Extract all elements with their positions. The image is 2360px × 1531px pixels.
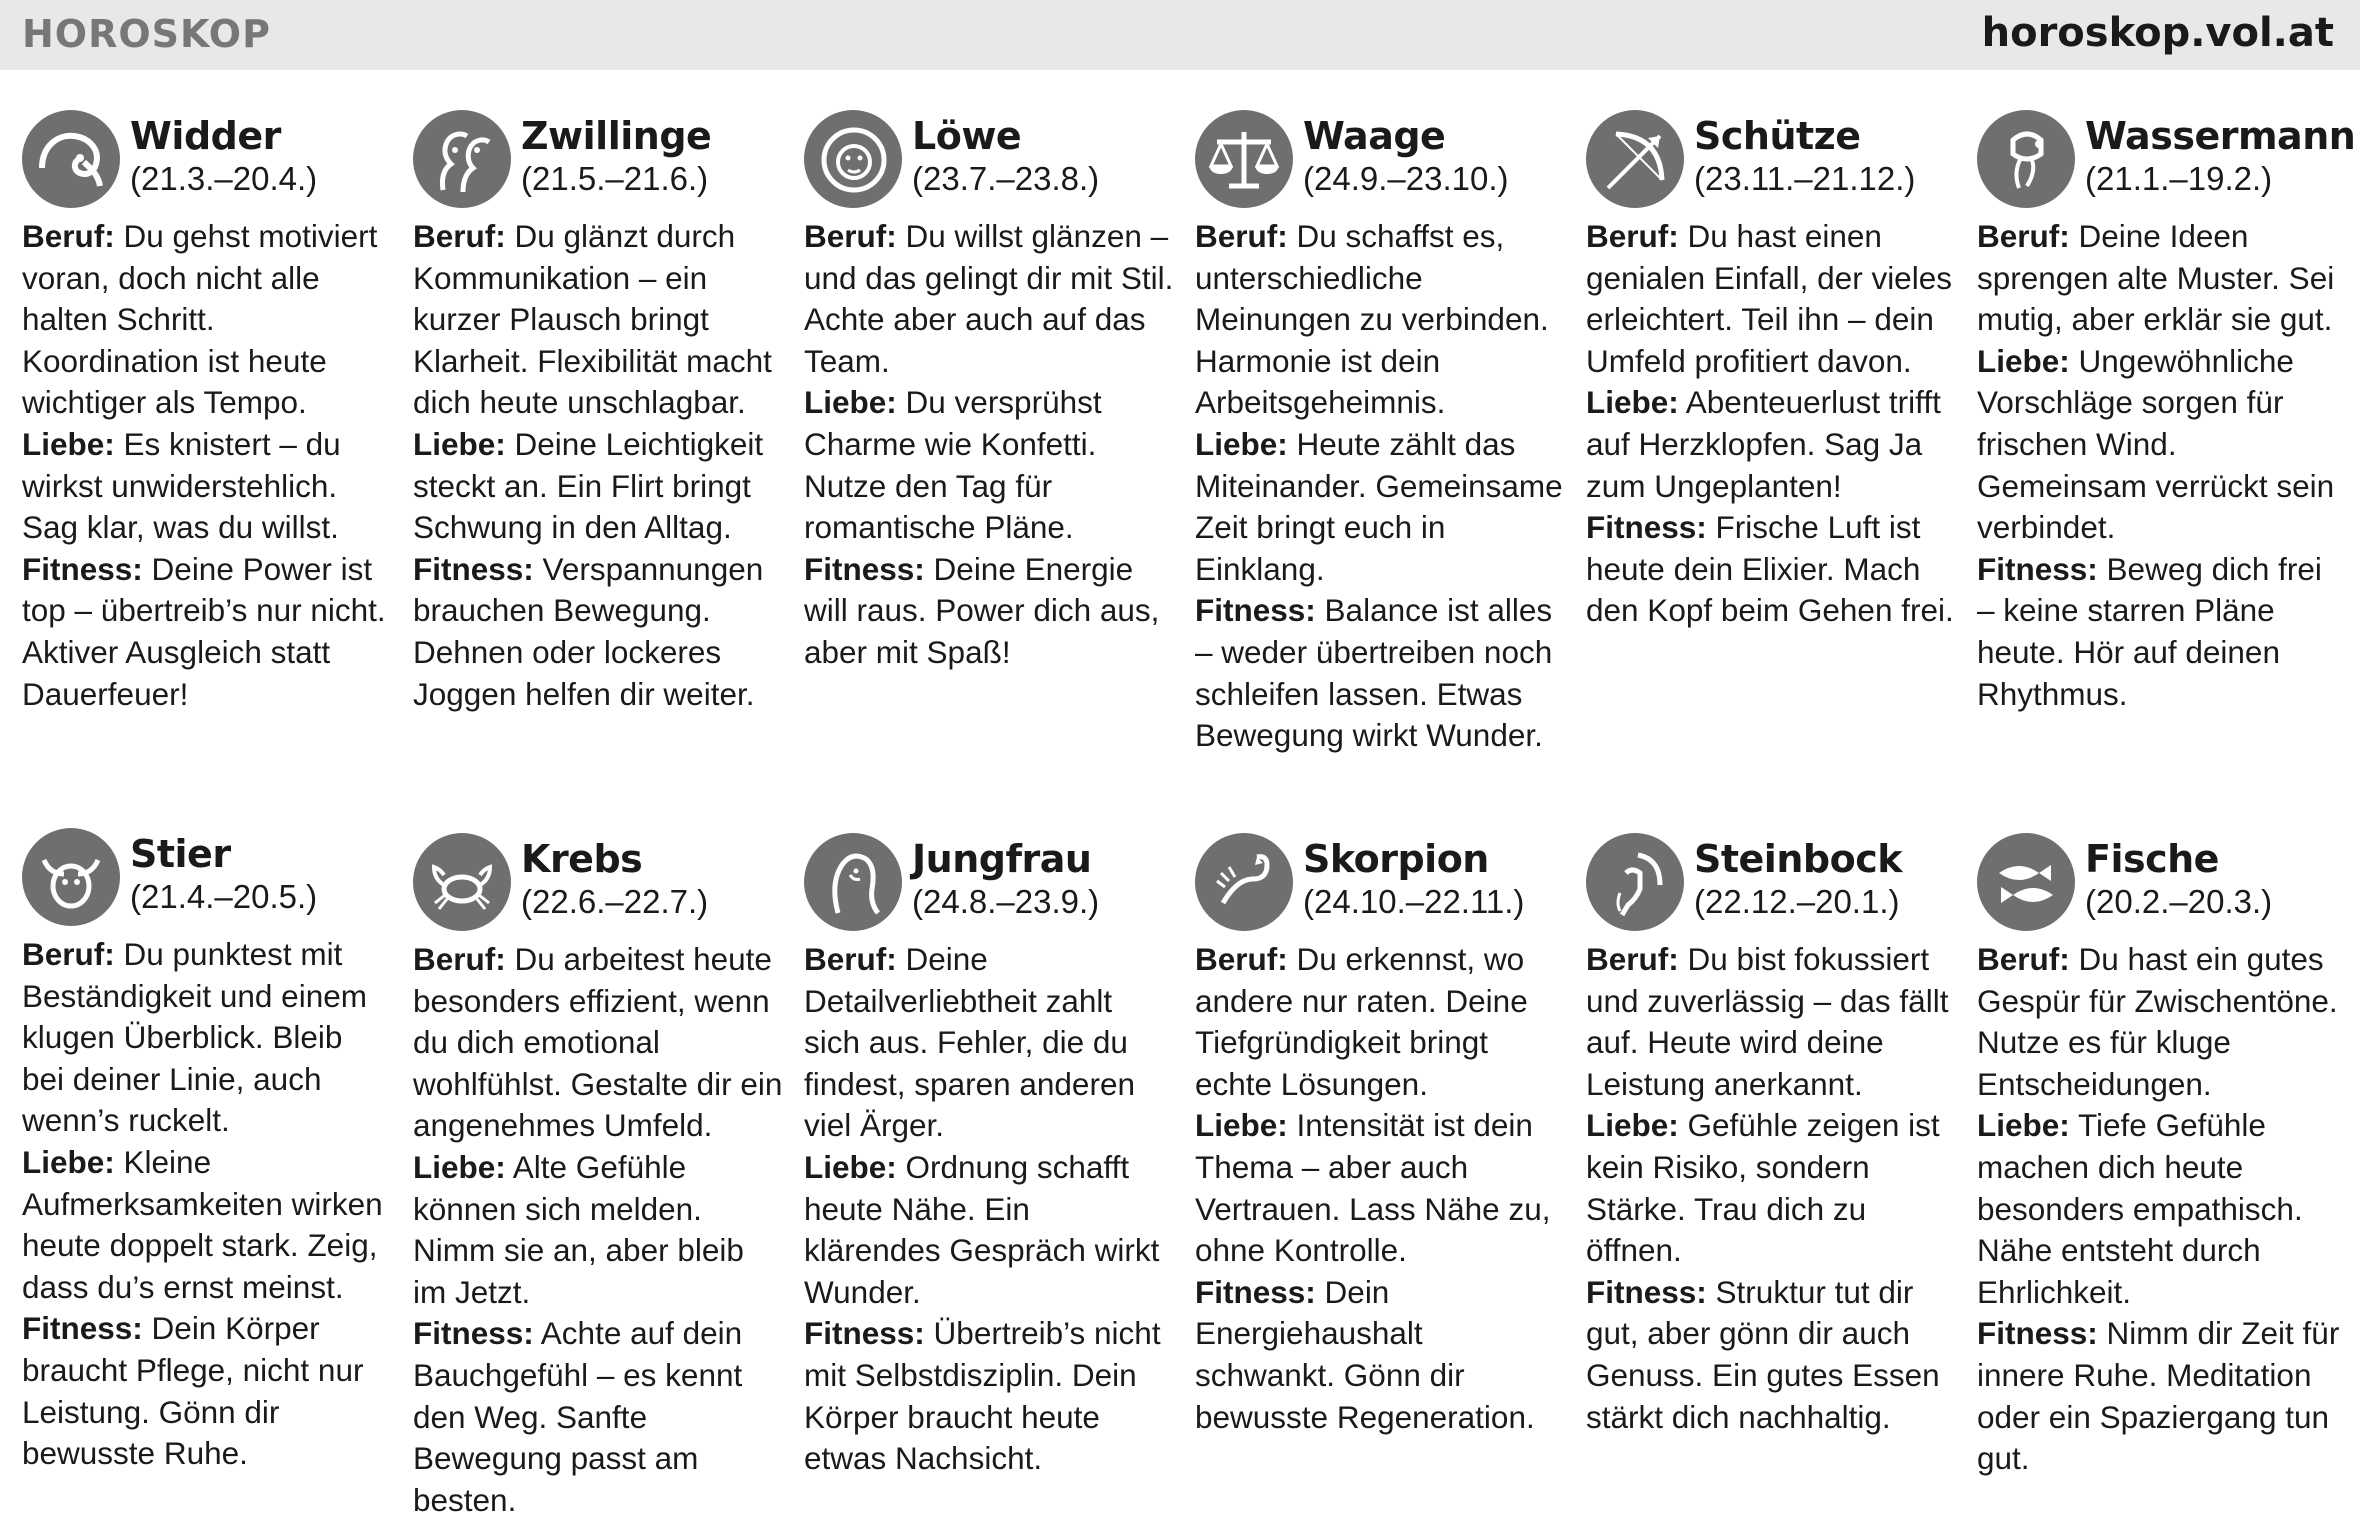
sign-dates: (23.7.–23.8.) xyxy=(912,160,1100,197)
sign-name: Skorpion xyxy=(1303,837,1489,881)
liebe-text: Gefühle zeigen ist kein Risiko, sondern Stärke. Trau dich zu öffnen. xyxy=(1586,1107,1940,1269)
liebe-text: Es knistert – du wirkst unwiderstehlich. Sag klar, was du willst. xyxy=(22,425,341,546)
sign-fische xyxy=(1977,833,2347,1480)
beruf-label: Beruf: xyxy=(1586,218,1679,254)
beruf-label: Beruf: xyxy=(804,941,897,977)
fitness-text: Achte auf dein Bauchgefühl – es kennt den Weg. Sanfte Bewegung passt am besten. xyxy=(413,1315,743,1518)
fitness-label: Fitness: xyxy=(22,1310,143,1347)
fitness-label: Fitness: xyxy=(1977,550,2098,587)
sign-stier xyxy=(22,828,392,1475)
fitness-label: Fitness: xyxy=(1586,1273,1707,1310)
sign-dates: (21.5.–21.6.) xyxy=(521,160,709,197)
beruf-text: Du erkennst, wo andere nur raten. Deine Tiefgründigkeit bringt echte Lösungen. xyxy=(1195,941,1528,1102)
sign-jungfrau xyxy=(804,833,1174,1480)
fitness-text: Balance ist alles – weder übertreiben noch schleifen lassen. Etwas Bewegung wirkt Wunder. xyxy=(1195,592,1553,754)
ram-icon xyxy=(22,110,120,208)
beruf-text: Du arbeitest heute besonders effizient, wenn du dich emotional wohlfühlst. Gestalte dir ein angenehmes Umfeld. xyxy=(413,941,783,1144)
sign-zwillinge xyxy=(413,110,783,715)
ibex-icon xyxy=(1586,833,1684,931)
fitness-label: Fitness: xyxy=(1195,592,1316,629)
sign-name: Steinbock xyxy=(1694,837,1902,881)
fitness-label: Fitness: xyxy=(1977,1315,2098,1352)
liebe-label: Liebe: xyxy=(413,1148,506,1185)
fitness-text: Deine Power ist top – übertreib’s nur nicht. Aktiver Ausgleich statt Dauerfeuer! xyxy=(22,550,386,712)
sign-name: Wassermann xyxy=(2085,114,2356,158)
liebe-label: Liebe: xyxy=(22,425,115,462)
fitness-text: Nimm dir Zeit für innere Ruhe. Meditation oder ein Spaziergang tun gut. xyxy=(1977,1315,2340,1477)
liebe-text: Heute zählt das Miteinander. Gemeinsame Zeit bringt euch in Einklang. xyxy=(1195,425,1563,587)
beruf-label: Beruf: xyxy=(1977,941,2070,977)
sign-name: Stier xyxy=(130,832,231,876)
beruf-text: Du glänzt durch Kommunikation – ein kurzer Plausch bringt Klarheit. Flexibilität macht dich heute unschlagbar. xyxy=(413,218,772,421)
scales-icon xyxy=(1195,110,1293,208)
liebe-label: Liebe: xyxy=(1195,425,1288,462)
maiden-icon xyxy=(804,833,902,931)
sign-name: Krebs xyxy=(521,837,643,881)
fitness-text: Frische Luft ist heute dein Elixier. Mach den Kopf beim Gehen frei. xyxy=(1586,509,1954,629)
liebe-label: Liebe: xyxy=(1586,384,1679,421)
sign-krebs xyxy=(413,833,783,1521)
sign-loewe xyxy=(804,110,1174,674)
section-title: HOROSKOP xyxy=(22,12,271,56)
fitness-text: Verspannungen brauchen Bewegung. Dehnen oder lockeres Joggen helfen dir weiter. xyxy=(413,550,764,712)
sign-dates: (24.9.–23.10.) xyxy=(1303,160,1509,197)
sign-dates: (21.3.–20.4.) xyxy=(130,160,318,197)
liebe-text: Deine Leichtigkeit steckt an. Ein Flirt bringt Schwung in den Alltag. xyxy=(413,425,764,546)
liebe-text: Abenteuerlust trifft auf Herzklopfen. Sag Ja zum Ungeplanten! xyxy=(1586,384,1941,504)
beruf-label: Beruf: xyxy=(1977,218,2070,254)
fitness-text: Übertreib’s nicht mit Selbstdisziplin. Dein Körper braucht heute etwas Nachsicht. xyxy=(804,1315,1161,1477)
sign-name: Schütze xyxy=(1694,114,1861,158)
sign-name: Zwillinge xyxy=(521,114,712,158)
beruf-label: Beruf: xyxy=(413,941,506,977)
fitness-label: Fitness: xyxy=(1586,509,1707,546)
liebe-text: Ordnung schafft heute Nähe. Ein klärendes Gespräch wirkt Wunder. xyxy=(804,1148,1160,1310)
sign-dates: (21.1.–19.2.) xyxy=(2085,160,2273,197)
sign-steinbock xyxy=(1586,833,1956,1438)
beruf-text: Du punktest mit Beständigkeit und einem klugen Überblick. Bleib bei deiner Linie, auch wenn’s ruckelt. xyxy=(22,936,367,1139)
beruf-label: Beruf: xyxy=(1586,941,1679,977)
lion-icon xyxy=(804,110,902,208)
sign-name: Löwe xyxy=(912,114,1022,158)
liebe-text: Tiefe Gefühle machen dich heute besonders empathisch. Nähe entsteht durch Ehrlichkeit. xyxy=(1977,1107,2303,1310)
archer-icon xyxy=(1586,110,1684,208)
liebe-label: Liebe: xyxy=(804,1148,897,1185)
fish-icon xyxy=(1977,833,2075,931)
liebe-label: Liebe: xyxy=(1977,342,2070,379)
liebe-label: Liebe: xyxy=(1977,1107,2070,1144)
beruf-text: Du hast ein gutes Gespür für Zwischentöne. Nutze es für kluge Entscheidungen. xyxy=(1977,941,2338,1102)
fitness-label: Fitness: xyxy=(1195,1273,1316,1310)
sign-schuetze xyxy=(1586,110,1956,632)
sign-dates: (22.12.–20.1.) xyxy=(1694,883,1900,920)
sign-dates: (21.4.–20.5.) xyxy=(130,878,318,915)
sign-dates: (20.2.–20.3.) xyxy=(2085,883,2273,920)
liebe-text: Ungewöhnliche Vorschläge sorgen für frischen Wind. Gemeinsam verrückt sein verbindet. xyxy=(1977,342,2335,546)
sign-waage xyxy=(1195,110,1565,757)
beruf-text: Du willst glänzen – und das gelingt dir mit Stil. Achte aber auch auf das Team. xyxy=(804,218,1174,379)
twins-icon xyxy=(413,110,511,208)
beruf-text: Du hast einen genialen Einfall, der vieles erleichtert. Teil ihn – dein Umfeld profitiert davon. xyxy=(1586,218,1952,379)
liebe-label: Liebe: xyxy=(1195,1107,1288,1144)
beruf-text: Deine Ideen sprengen alte Muster. Sei mutig, aber erklär sie gut. xyxy=(1977,218,2335,338)
website-url: horoskop.vol.at xyxy=(1981,10,2334,56)
liebe-text: Kleine Aufmerksamkeiten wirken heute doppelt stark. Zeig, dass du’s ernst meinst. xyxy=(22,1143,383,1305)
fitness-label: Fitness: xyxy=(804,1315,925,1352)
sign-name: Waage xyxy=(1303,114,1446,158)
fitness-label: Fitness: xyxy=(413,1315,534,1352)
liebe-text: Intensität ist dein Thema – aber auch Vertrauen. Lass Nähe zu, ohne Kontrolle. xyxy=(1195,1107,1551,1269)
sign-skorpion xyxy=(1195,833,1565,1438)
sign-name: Widder xyxy=(130,114,281,158)
sign-widder xyxy=(22,110,392,715)
header-bar xyxy=(0,0,2360,70)
scorpion-icon xyxy=(1195,833,1293,931)
sign-dates: (22.6.–22.7.) xyxy=(521,883,709,920)
beruf-text: Du schaffst es, unterschiedliche Meinungen zu verbinden. Harmonie ist dein Arbeitsgeheimnis. xyxy=(1195,218,1549,421)
beruf-label: Beruf: xyxy=(804,218,897,254)
fitness-label: Fitness: xyxy=(413,550,534,587)
beruf-label: Beruf: xyxy=(22,936,115,972)
sign-dates: (24.10.–22.11.) xyxy=(1303,883,1525,920)
sign-dates: (23.11.–21.12.) xyxy=(1694,160,1916,197)
liebe-label: Liebe: xyxy=(413,425,506,462)
liebe-label: Liebe: xyxy=(1586,1107,1679,1144)
fitness-text: Dein Energiehaushalt schwankt. Gönn dir bewusste Regeneration. xyxy=(1195,1273,1535,1435)
fitness-label: Fitness: xyxy=(22,550,143,587)
fitness-text: Beweg dich frei – keine starren Pläne heute. Hör auf deinen Rhythmus. xyxy=(1977,550,2322,712)
beruf-text: Deine Detailverliebtheit zahlt sich aus. Fehler, die du findest, sparen anderen viel Ärger. xyxy=(804,941,1135,1144)
fitness-label: Fitness: xyxy=(804,550,925,587)
liebe-label: Liebe: xyxy=(804,384,897,421)
beruf-text: Du gehst motiviert voran, doch nicht alle halten Schritt. Koordination ist heute wichtiger als Tempo. xyxy=(22,218,378,421)
beruf-label: Beruf: xyxy=(1195,218,1288,254)
crab-icon xyxy=(413,833,511,931)
bull-icon xyxy=(22,828,120,926)
beruf-label: Beruf: xyxy=(22,218,115,254)
beruf-label: Beruf: xyxy=(1195,941,1288,977)
sign-dates: (24.8.–23.9.) xyxy=(912,883,1100,920)
sign-wassermann xyxy=(1977,110,2356,715)
sign-name: Fische xyxy=(2085,837,2219,881)
sign-name: Jungfrau xyxy=(912,837,1092,881)
water-bearer-icon xyxy=(1977,110,2075,208)
fitness-text: Dein Körper braucht Pflege, nicht nur Leistung. Gönn dir bewusste Ruhe. xyxy=(22,1310,364,1472)
fitness-text: Deine Energie will raus. Power dich aus, aber mit Spaß! xyxy=(804,550,1160,670)
liebe-label: Liebe: xyxy=(22,1143,115,1180)
liebe-text: Du versprühst Charme wie Konfetti. Nutze den Tag für romantische Pläne. xyxy=(804,384,1102,546)
beruf-label: Beruf: xyxy=(413,218,506,254)
fitness-text: Struktur tut dir gut, aber gönn dir auch Genuss. Ein gutes Essen stärkt dich nachhaltig. xyxy=(1586,1273,1940,1435)
beruf-text: Du bist fokussiert und zuverlässig – das fällt auf. Heute wird deine Leistung anerkannt. xyxy=(1586,941,1949,1102)
liebe-text: Alte Gefühle können sich melden. Nimm sie an, aber bleib im Jetzt. xyxy=(413,1148,744,1310)
